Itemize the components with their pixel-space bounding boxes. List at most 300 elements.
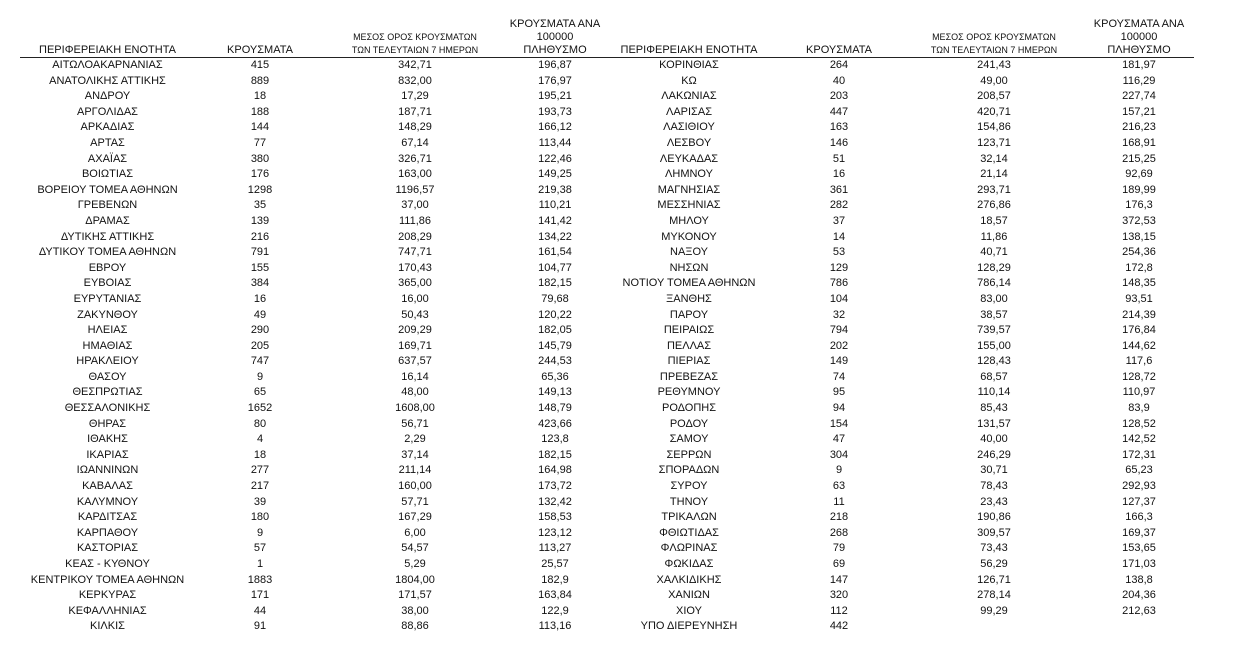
table-row xyxy=(604,541,1194,557)
region-cell: ΦΘΙΩΤΙΔΑΣ xyxy=(659,526,719,539)
per-100k-cell: 182,15 xyxy=(538,448,572,461)
table-row xyxy=(20,573,605,589)
table-row xyxy=(20,619,605,635)
region-cell: ΤΡΙΚΑΛΩΝ xyxy=(661,511,717,524)
header-avg-7-days: ΜΕΣΟΣ ΟΡΟΣ ΚΡΟΥΣΜΑΤΩΝ ΤΩΝ ΤΕΛΕΥΤΑΙΩΝ 7 ΗΜΕΡΩΝ xyxy=(904,18,1084,58)
region-cell: ΑΙΤΩΛΟΑΚΑΡΝΑΝΙΑΣ xyxy=(52,59,163,71)
avg-7-days-cell: 309,57 xyxy=(977,526,1011,539)
table-row xyxy=(604,401,1194,417)
per-100k-cell: 292,93 xyxy=(1122,480,1156,493)
region-cell: ΓΡΕΒΕΝΩΝ xyxy=(77,199,138,212)
avg-7-days-cell: 11,86 xyxy=(980,230,1008,243)
region-cell: ΙΘΑΚΗΣ xyxy=(87,433,128,446)
avg-7-days-cell: 37,14 xyxy=(401,448,429,461)
avg-7-days-cell: 48,00 xyxy=(401,386,429,399)
cases-cell: 290 xyxy=(250,324,270,337)
per-100k-cell: 195,21 xyxy=(538,90,572,103)
cases-cell: 80 xyxy=(253,417,267,430)
avg-7-days-cell: 54,57 xyxy=(401,542,429,555)
table-row xyxy=(20,276,605,292)
cases-cell: 35 xyxy=(253,199,267,212)
cases-cell: 218 xyxy=(829,511,849,524)
table-row xyxy=(20,214,605,230)
avg-7-days-cell: 637,57 xyxy=(398,355,432,368)
region-cell: ΘΕΣΠΡΩΤΙΑΣ xyxy=(72,386,143,399)
per-100k-cell: 176,84 xyxy=(1122,324,1156,337)
cases-cell: 264 xyxy=(829,59,849,71)
per-100k-cell: 113,44 xyxy=(538,136,572,149)
cases-cell: 49 xyxy=(253,308,267,321)
avg-7-days-cell: 110,14 xyxy=(977,386,1011,399)
per-100k-cell: 113,27 xyxy=(538,542,572,555)
cases-cell: 1298 xyxy=(247,183,273,196)
table-row xyxy=(20,105,605,121)
avg-7-days-cell: 148,29 xyxy=(398,121,432,134)
header-cases: ΚΡΟΥΣΜΑΤΑ xyxy=(195,18,325,58)
avg-7-days-cell: 208,29 xyxy=(398,230,432,243)
table-row xyxy=(604,167,1194,183)
cases-cell: 4 xyxy=(256,433,264,446)
cases-cell: 361 xyxy=(829,183,849,196)
region-cell: ΣΑΜΟΥ xyxy=(669,433,709,446)
avg-7-days-cell: 49,00 xyxy=(980,74,1008,87)
cases-cell: 442 xyxy=(829,620,849,633)
table-row xyxy=(604,136,1194,152)
avg-7-days-cell: 747,71 xyxy=(398,246,432,259)
avg-7-days-cell: 32,14 xyxy=(980,152,1008,165)
region-cell: ΛΑΚΩΝΙΑΣ xyxy=(661,90,717,103)
table-row xyxy=(604,619,1194,635)
table-row xyxy=(20,588,605,604)
per-100k-cell: 189,99 xyxy=(1122,183,1156,196)
right-table-body xyxy=(604,58,1194,635)
avg-7-days-cell: 154,86 xyxy=(977,121,1011,134)
avg-7-days-cell: 88,86 xyxy=(401,620,429,633)
cases-cell: 380 xyxy=(250,152,270,165)
table-row xyxy=(604,385,1194,401)
per-100k-cell: 134,22 xyxy=(538,230,572,243)
per-100k-cell: 164,98 xyxy=(538,464,572,477)
cases-cell: 304 xyxy=(829,448,849,461)
cases-cell: 69 xyxy=(832,558,846,570)
table-row xyxy=(604,292,1194,308)
per-100k-cell: 182,05 xyxy=(538,324,572,337)
table-row xyxy=(604,339,1194,355)
table-row xyxy=(20,417,605,433)
header-cases: ΚΡΟΥΣΜΑΤΑ xyxy=(774,18,904,58)
per-100k-cell: 161,54 xyxy=(538,246,572,259)
cases-cell: 163 xyxy=(829,121,849,134)
per-100k-cell: 182,15 xyxy=(538,277,572,290)
cases-cell: 40 xyxy=(832,74,846,87)
avg-7-days-cell: 786,14 xyxy=(977,277,1011,290)
table-row xyxy=(20,401,605,417)
region-cell: ΜΑΓΝΗΣΙΑΣ xyxy=(657,183,721,196)
avg-7-days-cell: 56,29 xyxy=(980,558,1008,570)
table-row xyxy=(604,261,1194,277)
table-row xyxy=(20,58,605,74)
table-row xyxy=(20,183,605,199)
right-cases-table xyxy=(604,18,1194,635)
avg-7-days-cell: 211,14 xyxy=(398,464,432,477)
cases-cell: 1 xyxy=(256,558,264,570)
table-row xyxy=(20,339,605,355)
per-100k-cell: 145,79 xyxy=(538,339,572,352)
region-cell: ΡΟΔΟΥ xyxy=(669,417,709,430)
cases-cell: 44 xyxy=(253,604,267,617)
region-cell: ΠΙΕΡΙΑΣ xyxy=(667,355,711,368)
region-cell: ΥΠΟ ΔΙΕΡΕΥΝΗΣΗ xyxy=(640,620,738,633)
per-100k-cell: 182,9 xyxy=(541,573,569,586)
cases-cell: 112 xyxy=(830,604,848,617)
table-row xyxy=(20,604,605,620)
table-row xyxy=(604,323,1194,339)
per-100k-cell: 196,87 xyxy=(538,59,572,71)
table-row xyxy=(20,152,605,168)
cases-cell: 202 xyxy=(829,339,849,352)
avg-7-days-cell: 56,71 xyxy=(401,417,429,430)
table-row xyxy=(604,214,1194,230)
cases-cell: 16 xyxy=(253,292,267,305)
per-100k-cell: 141,42 xyxy=(538,214,572,227)
avg-7-days-cell: 73,43 xyxy=(980,542,1008,555)
region-cell: ΛΑΡΙΣΑΣ xyxy=(665,105,712,118)
region-cell: ΣΕΡΡΩΝ xyxy=(666,448,712,461)
per-100k-cell: 176,3 xyxy=(1125,199,1153,212)
table-row xyxy=(20,230,605,246)
table-row xyxy=(604,479,1194,495)
table-row xyxy=(604,495,1194,511)
cases-cell: 217 xyxy=(250,480,270,493)
region-cell: ΑΡΤΑΣ xyxy=(90,136,125,149)
cases-cell: 216 xyxy=(250,230,270,243)
avg-7-days-cell: 170,43 xyxy=(398,261,432,274)
per-100k-cell: 117,6 xyxy=(1125,355,1153,368)
per-100k-cell: 163,84 xyxy=(538,589,572,602)
per-100k-cell: 227,74 xyxy=(1122,90,1156,103)
per-100k-cell: 110,97 xyxy=(1122,386,1156,399)
region-cell: ΑΧΑΪΑΣ xyxy=(87,152,128,165)
cases-cell: 176 xyxy=(250,168,270,181)
region-cell: ΤΗΝΟΥ xyxy=(669,495,709,508)
table-row xyxy=(604,198,1194,214)
avg-7-days-cell: 16,00 xyxy=(401,292,429,305)
per-100k-cell: 149,25 xyxy=(538,168,572,181)
region-cell: ΛΕΣΒΟΥ xyxy=(666,136,712,149)
region-cell: ΣΥΡΟΥ xyxy=(670,480,708,493)
per-100k-cell: 123,8 xyxy=(541,433,569,446)
per-100k-cell: 122,9 xyxy=(541,604,569,617)
cases-cell: 205 xyxy=(250,339,270,352)
table-row xyxy=(20,292,605,308)
table-row xyxy=(20,432,605,448)
per-100k-cell: 216,23 xyxy=(1122,121,1156,134)
per-100k-cell: 116,29 xyxy=(1122,74,1156,87)
region-cell: ΝΟΤΙΟΥ ΤΟΜΕΑ ΑΘΗΝΩΝ xyxy=(622,277,756,290)
table-row xyxy=(20,198,605,214)
avg-7-days-cell: 99,29 xyxy=(980,604,1008,617)
cases-cell: 147 xyxy=(829,573,849,586)
cases-cell: 9 xyxy=(256,370,264,383)
cases-cell: 786 xyxy=(829,277,849,290)
per-100k-cell: 122,46 xyxy=(538,152,572,165)
cases-cell: 53 xyxy=(832,246,846,259)
region-cell: ΡΟΔΟΠΗΣ xyxy=(661,402,717,415)
region-cell: ΚΕΝΤΡΙΚΟΥ ΤΟΜΕΑ ΑΘΗΝΩΝ xyxy=(30,573,185,586)
cases-cell: 188 xyxy=(250,105,270,118)
per-100k-cell: 219,38 xyxy=(538,183,572,196)
cases-cell: 104 xyxy=(829,292,849,305)
left-table-body xyxy=(20,58,605,635)
table-row xyxy=(20,167,605,183)
per-100k-cell: 65,36 xyxy=(541,370,569,383)
region-cell: ΚΟΡΙΝΘΙΑΣ xyxy=(659,59,719,71)
table-row xyxy=(20,463,605,479)
cases-cell: 91 xyxy=(253,620,267,633)
region-cell: ΒΟΙΩΤΙΑΣ xyxy=(81,168,134,181)
avg-7-days-cell: 832,00 xyxy=(398,74,432,87)
table-row xyxy=(604,573,1194,589)
region-cell: ΞΑΝΘΗΣ xyxy=(666,292,712,305)
avg-7-days-cell: 30,71 xyxy=(980,464,1008,477)
avg-7-days-cell: 293,71 xyxy=(977,183,1011,196)
region-cell: ΙΚΑΡΙΑΣ xyxy=(86,448,129,461)
per-100k-cell: 132,42 xyxy=(538,495,572,508)
table-row xyxy=(20,74,605,90)
table-row xyxy=(604,105,1194,121)
region-cell: ΛΑΣΙΘΙΟΥ xyxy=(663,121,715,134)
cases-cell: 95 xyxy=(832,386,846,399)
table-row xyxy=(604,58,1194,74)
avg-7-days-cell: 163,00 xyxy=(398,168,432,181)
avg-7-days-cell: 169,71 xyxy=(398,339,432,352)
per-100k-cell: 166,12 xyxy=(538,121,572,134)
table-row xyxy=(20,541,605,557)
table-row xyxy=(20,385,605,401)
cases-cell: 9 xyxy=(256,526,264,539)
table-row xyxy=(604,74,1194,90)
region-cell: ΔΥΤΙΚΟΥ ΤΟΜΕΑ ΑΘΗΝΩΝ xyxy=(38,246,177,259)
region-cell: ΔΡΑΜΑΣ xyxy=(85,214,130,227)
region-cell: ΧΑΝΙΩΝ xyxy=(668,589,710,602)
region-cell: ΡΕΘΥΜΝΟΥ xyxy=(657,386,721,399)
per-100k-cell: 123,12 xyxy=(538,526,572,539)
table-row xyxy=(604,588,1194,604)
avg-7-days-cell: 37,00 xyxy=(401,199,429,212)
cases-cell: 384 xyxy=(250,277,270,290)
region-cell: ΧΙΟΥ xyxy=(676,604,702,617)
cases-cell: 139 xyxy=(250,214,270,227)
per-100k-cell xyxy=(1084,619,1194,635)
avg-7-days-cell: 111,86 xyxy=(398,214,431,227)
table-row xyxy=(604,276,1194,292)
per-100k-cell: 172,31 xyxy=(1122,448,1156,461)
cases-cell: 144 xyxy=(250,121,270,134)
per-100k-cell: 128,52 xyxy=(1122,417,1156,430)
cases-cell: 77 xyxy=(253,136,267,149)
cases-cell: 149 xyxy=(829,355,849,368)
per-100k-cell: 176,97 xyxy=(538,74,572,87)
table-row xyxy=(20,323,605,339)
table-row xyxy=(604,510,1194,526)
avg-7-days-cell: 6,00 xyxy=(404,526,426,539)
region-cell: ΚΩ xyxy=(681,74,697,87)
cases-cell: 32 xyxy=(832,308,846,321)
avg-7-days-cell: 187,71 xyxy=(398,105,432,118)
table-row xyxy=(20,448,605,464)
per-100k-cell: 166,3 xyxy=(1125,511,1153,524)
avg-7-days-cell: 68,57 xyxy=(980,370,1008,383)
cases-cell: 16 xyxy=(832,168,846,181)
per-100k-cell: 120,22 xyxy=(538,308,572,321)
cases-cell: 155 xyxy=(250,261,270,274)
avg-7-days-cell: 1804,00 xyxy=(395,573,435,586)
header-cases-per-100k: ΚΡΟΥΣΜΑΤΑ ΑΝΑ 100000 ΠΛΗΘΥΣΜΟ xyxy=(505,18,605,58)
region-cell: ΣΠΟΡΑΔΩΝ xyxy=(658,464,720,477)
table-row xyxy=(604,230,1194,246)
table-row xyxy=(604,463,1194,479)
table-row xyxy=(20,557,605,573)
cases-cell: 889 xyxy=(250,74,270,87)
region-cell: ΚΕΑΣ - ΚΥΘΝΟΥ xyxy=(65,558,150,570)
region-cell: ΕΥΡΥΤΑΝΙΑΣ xyxy=(73,292,142,305)
avg-7-days-cell: 241,43 xyxy=(977,59,1011,71)
cases-cell: 447 xyxy=(829,105,849,118)
per-100k-cell: 110,21 xyxy=(538,199,572,212)
region-cell: ΜΥΚΟΝΟΥ xyxy=(661,230,717,243)
per-100k-cell: 104,77 xyxy=(538,261,572,274)
per-100k-cell: 138,8 xyxy=(1125,573,1153,586)
avg-7-days-cell: 38,57 xyxy=(980,308,1008,321)
region-cell: ΖΑΚΥΝΘΟΥ xyxy=(77,308,138,321)
header-row xyxy=(604,18,1194,58)
cases-cell: 747 xyxy=(250,355,270,368)
cases-cell: 791 xyxy=(250,246,270,259)
per-100k-cell: 149,13 xyxy=(538,386,572,399)
avg-7-days-cell: 78,43 xyxy=(980,480,1008,493)
cases-cell: 129 xyxy=(829,261,849,274)
table-row xyxy=(20,479,605,495)
per-100k-cell: 128,72 xyxy=(1122,370,1156,383)
table-row xyxy=(20,370,605,386)
region-cell: ΙΩΑΝΝΙΝΩΝ xyxy=(76,464,139,477)
per-100k-cell: 148,35 xyxy=(1122,277,1156,290)
cases-cell: 415 xyxy=(250,59,270,71)
cases-cell: 171 xyxy=(250,589,270,602)
avg-7-days-cell: 16,14 xyxy=(401,370,429,383)
table-row xyxy=(20,526,605,542)
avg-7-days-cell xyxy=(904,619,1084,635)
header-row xyxy=(20,18,605,58)
region-cell: ΛΗΜΝΟΥ xyxy=(665,168,713,181)
region-cell: ΠΕΙΡΑΙΩΣ xyxy=(663,324,715,337)
per-100k-cell: 148,79 xyxy=(538,402,572,415)
avg-7-days-cell: 155,00 xyxy=(977,339,1011,352)
region-cell: ΝΑΞΟΥ xyxy=(670,246,708,259)
table-row xyxy=(604,417,1194,433)
avg-7-days-cell: 18,57 xyxy=(980,214,1008,227)
region-cell: ΘΗΡΑΣ xyxy=(88,417,127,430)
per-100k-cell: 214,39 xyxy=(1122,308,1156,321)
region-cell: ΗΛΕΙΑΣ xyxy=(87,324,128,337)
header-region: ΠΕΡΙΦΕΡΕΙΑΚΗ ΕΝΟΤΗΤΑ xyxy=(604,18,774,58)
per-100k-cell: 83,9 xyxy=(1128,402,1150,415)
per-100k-cell: 127,37 xyxy=(1122,495,1156,508)
avg-7-days-cell: 2,29 xyxy=(404,433,426,446)
table-row xyxy=(20,136,605,152)
table-row xyxy=(20,120,605,136)
table-row xyxy=(604,120,1194,136)
region-cell: ΑΝΔΡΟΥ xyxy=(84,90,131,103)
per-100k-cell: 173,72 xyxy=(538,480,572,493)
avg-7-days-cell: 208,57 xyxy=(977,90,1011,103)
avg-7-days-cell: 246,29 xyxy=(977,448,1011,461)
table-row xyxy=(604,448,1194,464)
avg-7-days-cell: 365,00 xyxy=(398,277,432,290)
avg-7-days-cell: 276,86 xyxy=(977,199,1011,212)
avg-7-days-cell: 190,86 xyxy=(977,511,1011,524)
region-cell: ΠΑΡΟΥ xyxy=(669,308,709,321)
region-cell: ΦΛΩΡΙΝΑΣ xyxy=(660,542,718,555)
per-100k-cell: 153,65 xyxy=(1122,542,1156,555)
region-cell: ΜΕΣΣΗΝΙΑΣ xyxy=(657,199,721,212)
per-100k-cell: 168,91 xyxy=(1122,136,1156,149)
cases-cell: 37 xyxy=(832,214,846,227)
per-100k-cell: 372,53 xyxy=(1122,214,1156,227)
region-cell: ΚΙΛΚΙΣ xyxy=(90,620,125,633)
region-cell: ΠΡΕΒΕΖΑΣ xyxy=(659,370,719,383)
table-row xyxy=(604,89,1194,105)
per-100k-cell: 65,23 xyxy=(1125,464,1153,477)
per-100k-cell: 144,62 xyxy=(1122,339,1156,352)
region-cell: ΛΕΥΚΑΔΑΣ xyxy=(659,152,719,165)
per-100k-cell: 244,53 xyxy=(538,355,572,368)
table-row xyxy=(604,604,1194,620)
table-row xyxy=(20,354,605,370)
table-row xyxy=(604,152,1194,168)
region-cell: ΑΡΓΟΛΙΔΑΣ xyxy=(77,105,138,118)
per-100k-cell: 204,36 xyxy=(1122,589,1156,602)
avg-7-days-cell: 5,29 xyxy=(404,558,426,570)
table-row xyxy=(604,557,1194,573)
cases-cell: 320 xyxy=(829,589,849,602)
table-row xyxy=(604,245,1194,261)
cases-cell: 146 xyxy=(829,136,849,149)
region-cell: ΚΑΡΠΑΘΟΥ xyxy=(76,526,139,539)
cases-cell: 39 xyxy=(253,495,267,508)
cases-cell: 277 xyxy=(250,464,270,477)
avg-7-days-cell: 21,14 xyxy=(980,168,1008,181)
region-cell: ΕΒΡΟΥ xyxy=(88,261,127,274)
header-avg-7-days: ΜΕΣΟΣ ΟΡΟΣ ΚΡΟΥΣΜΑΤΩΝ ΤΩΝ ΤΕΛΕΥΤΑΙΩΝ 7 ΗΜΕΡΩΝ xyxy=(325,18,505,58)
per-100k-cell: 138,15 xyxy=(1122,230,1156,243)
avg-7-days-cell: 1608,00 xyxy=(395,402,435,415)
table-row xyxy=(604,308,1194,324)
cases-cell: 180 xyxy=(250,511,270,524)
avg-7-days-cell: 83,00 xyxy=(980,292,1008,305)
per-100k-cell: 171,03 xyxy=(1122,558,1156,570)
per-100k-cell: 215,25 xyxy=(1122,152,1156,165)
cases-cell: 57 xyxy=(253,542,267,555)
region-cell: ΧΑΛΚΙΔΙΚΗΣ xyxy=(656,573,722,586)
per-100k-cell: 254,36 xyxy=(1122,246,1156,259)
table-row xyxy=(604,370,1194,386)
avg-7-days-cell: 209,29 xyxy=(398,324,432,337)
cases-cell: 1883 xyxy=(247,573,273,586)
cases-cell: 268 xyxy=(829,526,849,539)
cases-cell: 65 xyxy=(253,386,267,399)
cases-cell: 47 xyxy=(832,433,846,446)
